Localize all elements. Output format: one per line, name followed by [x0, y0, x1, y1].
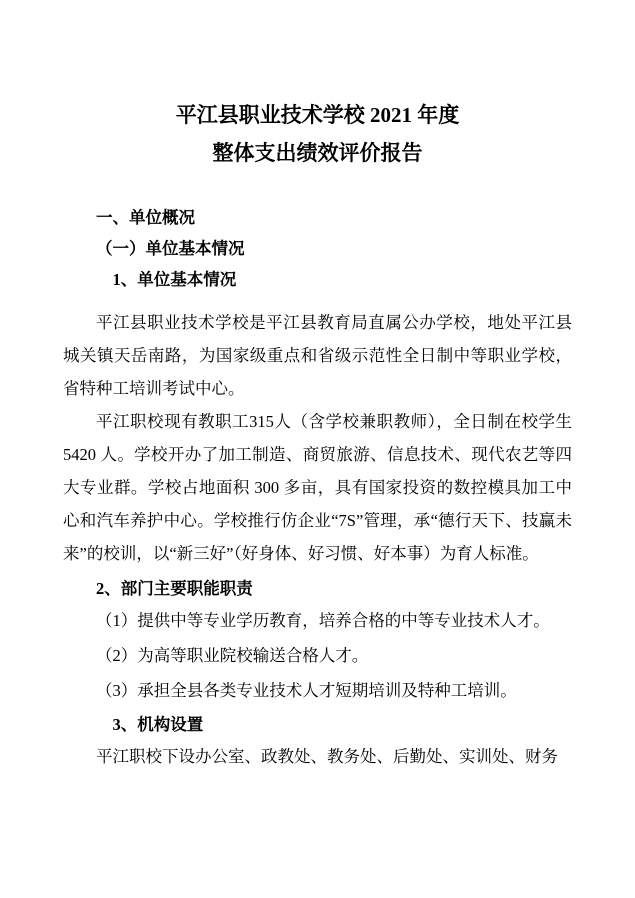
- paragraph-school-detail: 平江职校现有教职工315人（含学校兼职教师），全日制在校学生 5420 人。学校开办了加工制造、商贸旅游、信息技术、现代农艺等四大专业群。学校占地面积 300 多亩，具有国家投资的数控模具加工中心和汽车养护中心。学校推行仿企业“7S”管理，承“德行天下、技赢未来”的校训，以“新三好”（好身体、好习惯、好本事）为育人标准。: [63, 412, 572, 563]
- heading-org: 3、机构设置: [112, 715, 204, 734]
- heading-basic-info-item: 1、单位基本情况: [112, 270, 237, 289]
- heading-unit-overview: 一、单位概况: [96, 208, 195, 227]
- duty-item-1: （1）提供中等专业学历教育，培养合格的中等专业技术人才。: [96, 611, 550, 630]
- report-title-line-2: 整体支出绩效评价报告: [212, 141, 423, 165]
- paragraph-school-intro: 平江县职业技术学校是平江县教育局直属公办学校，地处平江县城关镇天岳南路，为国家级重点和省级示范性全日制中等职业学校，省特种工培训考试中心。: [63, 313, 572, 398]
- duty-item-3: （3）承担全县各类专业技术人才短期培训及特种工培训。: [96, 681, 517, 700]
- report-title: [63, 96, 572, 172]
- heading-duties: 2、部门主要职能职责: [96, 579, 253, 598]
- heading-basic-info-sub: （一）单位基本情况: [96, 239, 245, 258]
- report-title-line-1: 平江县职业技术学校 2021 年度: [175, 103, 460, 127]
- duty-item-2: （2）为高等职业院校输送合格人才。: [96, 646, 369, 665]
- paragraph-org: 平江职校下设办公室、政教处、教务处、后勤处、实训处、财务: [96, 747, 558, 766]
